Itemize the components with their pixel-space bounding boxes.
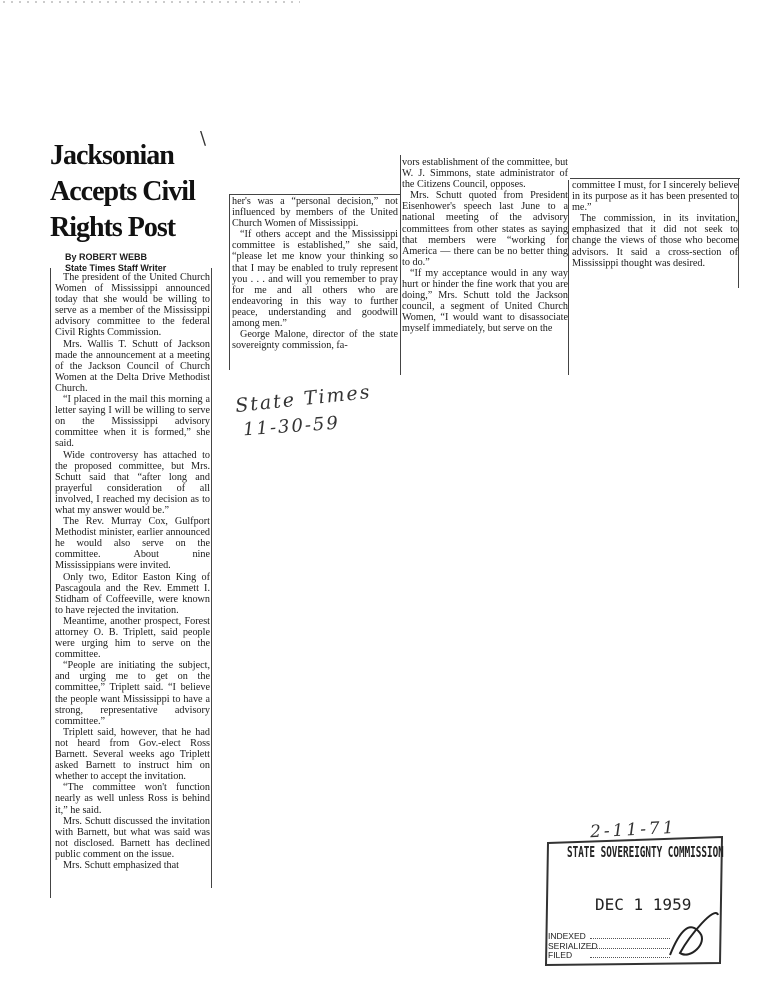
sovereignty-commission-stamp	[540, 835, 724, 967]
stamp-field-label: FILED	[548, 950, 573, 960]
paragraph: vors establishment of the committee, but W. J. Simmons, state administrator of the Citizens Council, opposes.	[402, 157, 568, 191]
paragraph: Triplett said, however, that he had not heard from Gov.-elect Ross Barnett. Several weeks ago Triplett asked Barnett to instruct him on whether to accept the invitation.	[55, 726, 210, 783]
paragraph: Mrs. Schutt discussed the invitation with Barnett, but what was said was not disclosed. Barnett has declined public comment on the issue.	[55, 815, 210, 860]
paragraph: The Rev. Murray Cox, Gulfport Methodist minister, earlier announced he would also serve on the committee. About nine Mississippians were invited.	[55, 516, 210, 572]
paragraph: The president of the United Church Women of Mississippi announced today that she would be willing to serve as a member of the Mississippi advisory committee to the federal Civil Rights Commission.	[55, 272, 210, 339]
headline-line-2: Accepts Civil	[50, 176, 195, 207]
paragraph: Mrs. Schutt emphasized that	[63, 859, 180, 871]
stamp-field-line	[590, 951, 670, 958]
paragraph: Mrs. Wallis T. Schutt of Jackson made the announcement at a meeting of the Jackson Council of Church Women at the Delta Drive Methodist Church.	[55, 338, 210, 394]
article-column-1	[55, 272, 210, 871]
stamp-field-line	[590, 942, 670, 949]
paragraph: “If my acceptance would in any way hurt or hinder the fine work that you are doing,” Mrs. Schutt told the Jackson council, a segment of United Church Women, “I would want to disassociate myself immediately, but serve on the	[402, 267, 568, 335]
clipping-mark: \	[200, 128, 207, 149]
paragraph: Meantime, another prospect, Forest attorney O. B. Triplett, said people were urging him to serve on the committee.	[55, 615, 210, 661]
byline-role: State Times Staff Writer	[65, 263, 167, 273]
paragraph: George Malone, director of the state sovereignty commission, fa-	[232, 329, 398, 352]
paragraph: committee I must, for I sincerely believe in its purpose as it has been presented to me.”	[572, 180, 738, 214]
headline-line-1: Jacksonian	[50, 140, 174, 171]
paragraph: “People are initiating the subject, and urging me to get on the committee,” Triplett said. “I believe the people want Mississippi to have a strong, representative advisory committee.”	[55, 660, 210, 727]
clipping-edge-left	[229, 194, 230, 370]
handwritten-stamp-note: 2-11-71	[589, 817, 678, 843]
stamp-field-label: INDEXED	[548, 931, 586, 941]
stamp-title: STATE SOVEREIGNTY COMMISSION	[567, 843, 724, 861]
paragraph: The commission, in its invitation, emphasized that it did not seek to change the views of those who become advisors. It said a cross-section of Mississippi thought was desired.	[572, 213, 738, 269]
clipping-edge-right	[738, 178, 739, 288]
byline	[63, 252, 213, 274]
handwritten-paper-date: 11-30-59	[242, 412, 341, 441]
stamp-field-line	[590, 932, 670, 939]
handwritten-paper-name: State Times	[234, 380, 373, 418]
paragraph: “The committee won't function nearly as well unless Ross is behind it,” he said.	[55, 782, 210, 816]
stamp-fields	[548, 932, 670, 961]
clipping-edge-top	[229, 194, 401, 195]
stamp-field-label: SERIALIZED	[548, 940, 598, 951]
paragraph: “If others accept and the Mississippi committee is established,” she said, “please let me know your thinking so that I may be enabled to truly represent you . . . and will you remember to pray for me and all others who are endeavoring in this way to further peace, understanding and goodwill among men.”	[232, 229, 398, 330]
clipping-edge-top	[570, 178, 740, 179]
stamp-field-filed	[548, 951, 670, 961]
headline	[50, 138, 220, 246]
clipping-edge-left	[50, 268, 51, 898]
stamp-date: DEC 1 1959	[595, 895, 692, 914]
paragraph: “I placed in the mail this morning a letter saying I will be willing to serve on the Mississippi advisory committee when it is formed,” she said.	[55, 394, 210, 450]
headline-line-3: Rights Post	[50, 212, 176, 243]
paragraph: her's was a “personal decision,” not influenced by members of the United Church Women of Mississippi.	[232, 196, 398, 230]
article-column-2	[232, 196, 398, 351]
top-dotted-edge	[0, 0, 300, 4]
clipping-edge-right	[211, 268, 212, 888]
article-column-4	[572, 180, 738, 269]
clipping-edge-left	[400, 155, 401, 375]
article-column-3	[402, 157, 568, 335]
signature-mark	[670, 913, 718, 955]
paragraph: Only two, Editor Easton King of Pascagoula and the Rev. Emmett I. Stidham of Coffeeville, were known to have rejected the invitation.	[55, 571, 210, 616]
paragraph: Mrs. Schutt quoted from President Eisenhower's speech last June to a national meeting of the advisory committees from other states as saying that members were “working for America — there can be no better thing to do.”	[402, 190, 568, 268]
clipping-edge-right	[568, 180, 569, 375]
byline-author: By ROBERT WEBB	[65, 252, 148, 262]
paragraph: Wide controversy has attached to the proposed committee, but Mrs. Schutt said that “after long and prayerful consideration of all involved, I reached my decision as to what my answer would be.”	[55, 449, 210, 516]
